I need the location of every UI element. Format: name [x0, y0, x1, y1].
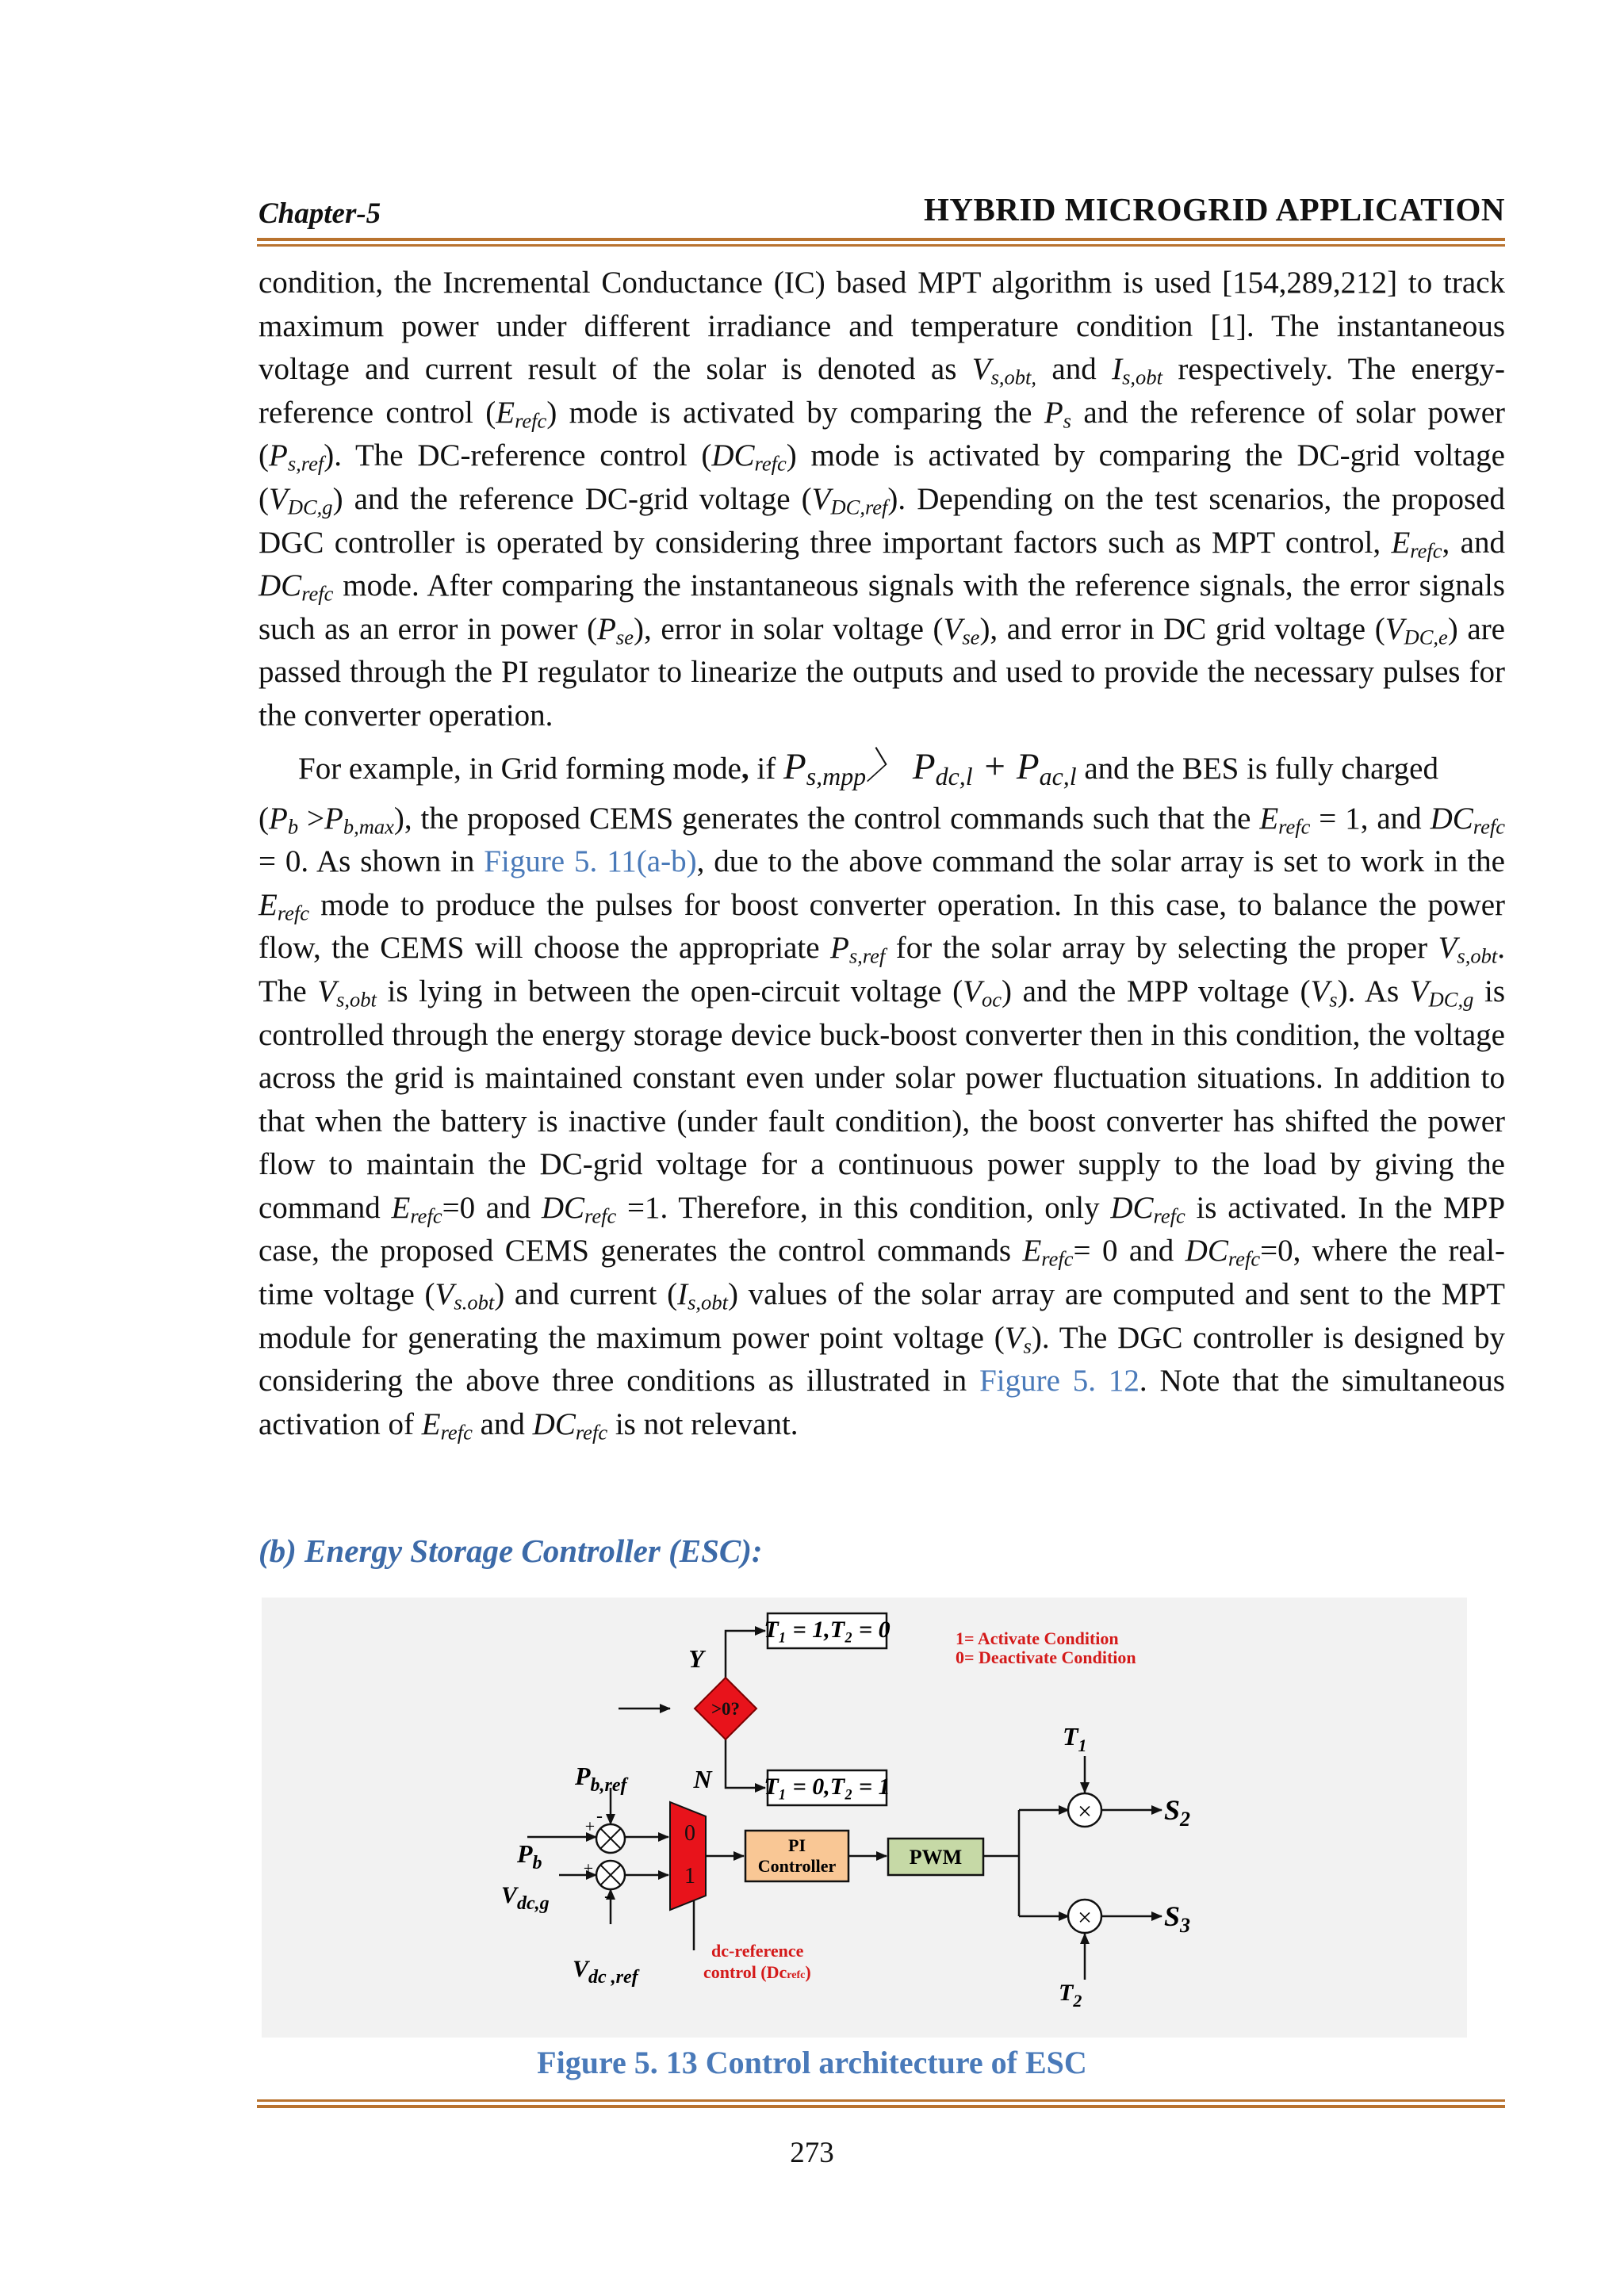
paragraph: For example, in Grid forming mode, if $P_{s,mpp}〉$ $P_{dc,l} + P_{ac,l}$ and the BES is fully charged: [298, 745, 1438, 790]
page-number: 273: [790, 2137, 834, 2169]
wire: [726, 1631, 765, 1678]
mux-block: [670, 1802, 706, 1910]
header-rule: [257, 238, 1505, 250]
label-t2: $T_2$: [1059, 1980, 1082, 2011]
t-box-bottom-label: T₁ = 0,T₂ = 1: [764, 1774, 891, 1800]
section-heading: (b) Energy Storage Controller (ESC):: [259, 1533, 763, 1569]
sign-minus: -: [596, 1806, 603, 1827]
pi-label-2: Controller: [757, 1856, 837, 1876]
label-s3: $S_3$: [1164, 1900, 1191, 1937]
label-vdc-g: $V_{dc,g}$: [501, 1882, 550, 1914]
chapter-label: Chapter-5: [259, 197, 381, 230]
decision-label: >0?: [710, 1699, 741, 1719]
label-t1: $T_1$: [1063, 1722, 1087, 1755]
body-text: [259, 262, 1505, 1446]
mux-label-1: 1: [684, 1864, 695, 1888]
paragraph: condition, the Incremental Conductance (IC) based MPT algorithm is used [154,289,212] to track maximum power under different irradiance and temperature condition [1]. The instantaneous voltage and current result of the solar is denoted as $V_{s,obt,}$ and $I_{s,obt}$ respectively. The energy-reference control $(E_{refc})$ mode is activated by comparing the $P_s$ and the reference of solar power $(P_{s,ref})$. The DC-reference control $(DC_{refc})$ mode is activated by comparing the DC-grid voltage $(V_{DC,g})$ and the reference DC-grid voltage $(V_{DC,ref})$. Depending on the test scenarios, the proposed DGC controller is operated by considering three important factors such as MPT control, $E_{refc}$, and $DC_{refc}$ mode. After comparing the instantaneous signals with the reference signals, the error signals such as an error in power $(P_{se})$, error in solar voltage $(V_{se})$, and error in DC grid voltage $(V_{DC,e})$ are passed through the PI regulator to linearize the outputs and used to provide the necessary pulses for the converter operation.: [259, 266, 1506, 733]
legend-activate: 1= Activate Condition: [956, 1628, 1119, 1648]
figure-caption: Figure 5. 13 Control architecture of ESC: [537, 2045, 1087, 2080]
wire: [726, 1739, 765, 1788]
pwm-label: PWM: [909, 1846, 963, 1869]
label-pb-ref: $P_{b,ref}$: [575, 1762, 627, 1796]
esc-control-diagram: [262, 1598, 1467, 2038]
label-vdc-ref: $V_{dc ,ref}$: [573, 1956, 638, 1988]
label-s2: $S_2$: [1164, 1794, 1191, 1831]
multiplier-s3-sign: ×: [1077, 1903, 1093, 1931]
sign-plus: +: [584, 1816, 596, 1836]
multiplier-s2-sign: ×: [1077, 1797, 1093, 1825]
dc-ref-label-2: control (Dcrefc): [703, 1962, 811, 1982]
t-box-top-label: T₁ = 1,T₂ = 0: [764, 1617, 891, 1643]
pi-label-1: PI: [788, 1835, 806, 1855]
figure-link[interactable]: Figure 5. 12: [979, 1364, 1139, 1399]
dc-ref-label-1: dc-reference: [711, 1941, 804, 1961]
sign-plus: +: [583, 1858, 594, 1878]
no-label: N: [693, 1765, 712, 1793]
mux-label-0: 0: [684, 1821, 695, 1846]
sign-minus: -: [604, 1886, 611, 1907]
footer-rule: [257, 2099, 1505, 2111]
paragraph: $(P_b >P_{b,max})$, the proposed CEMS generates the control commands such that the $E_{refc} = 1$, and $DC_{refc} = 0$. As shown in Figure 5. 11(a-b), due to the above command the solar array is set to work in the $E_{refc}$ mode to produce the pulses for boost converter operation. In this case, to balance the power flow, the CEMS will choose the appropriate $P_{s,ref}$ for the solar array by selecting the proper $V_{s,obt}$. The $V_{s,obt}$ is lying in between the open-circuit voltage $(V_{oc})$ and the MPP voltage $(V_s)$. As $V_{DC,g}$ is controlled through the energy storage device buck-boost converter then in this condition, the voltage across the grid is maintained constant even under solar power fluctuation situations. In addition to that when the battery is inactive (under fault condition), the boost converter has shifted the power flow to maintain the DC-grid voltage for a continuous power supply to the load by giving the command $E_{refc}=0$ and $DC_{refc} =1$. Therefore, in this condition, only $DC_{refc}$ is activated. In the MPP case, the proposed CEMS generates the control commands $E_{refc}= 0$ and $DC_{refc}=0$, where the real-time voltage $(V_{s.obt})$ and current $(I_{s,obt})$ values of the solar array are computed and sent to the MPT module for generating the maximum power point voltage $(V_s)$. The DGC controller is designed by considering the above three conditions as illustrated in Figure 5. 12. Note that the simultaneous activation of $E_{refc}$ and $DC_{refc}$ is not relevant.: [259, 801, 1506, 1445]
chapter-title: HYBRID MICROGRID APPLICATION: [923, 191, 1505, 228]
legend-deactivate: 0= Deactivate Condition: [956, 1647, 1136, 1667]
yes-label: Y: [688, 1644, 704, 1673]
label-pb: $P_b$: [517, 1839, 542, 1873]
figure-link[interactable]: Figure 5. 11(a-b): [484, 844, 697, 879]
